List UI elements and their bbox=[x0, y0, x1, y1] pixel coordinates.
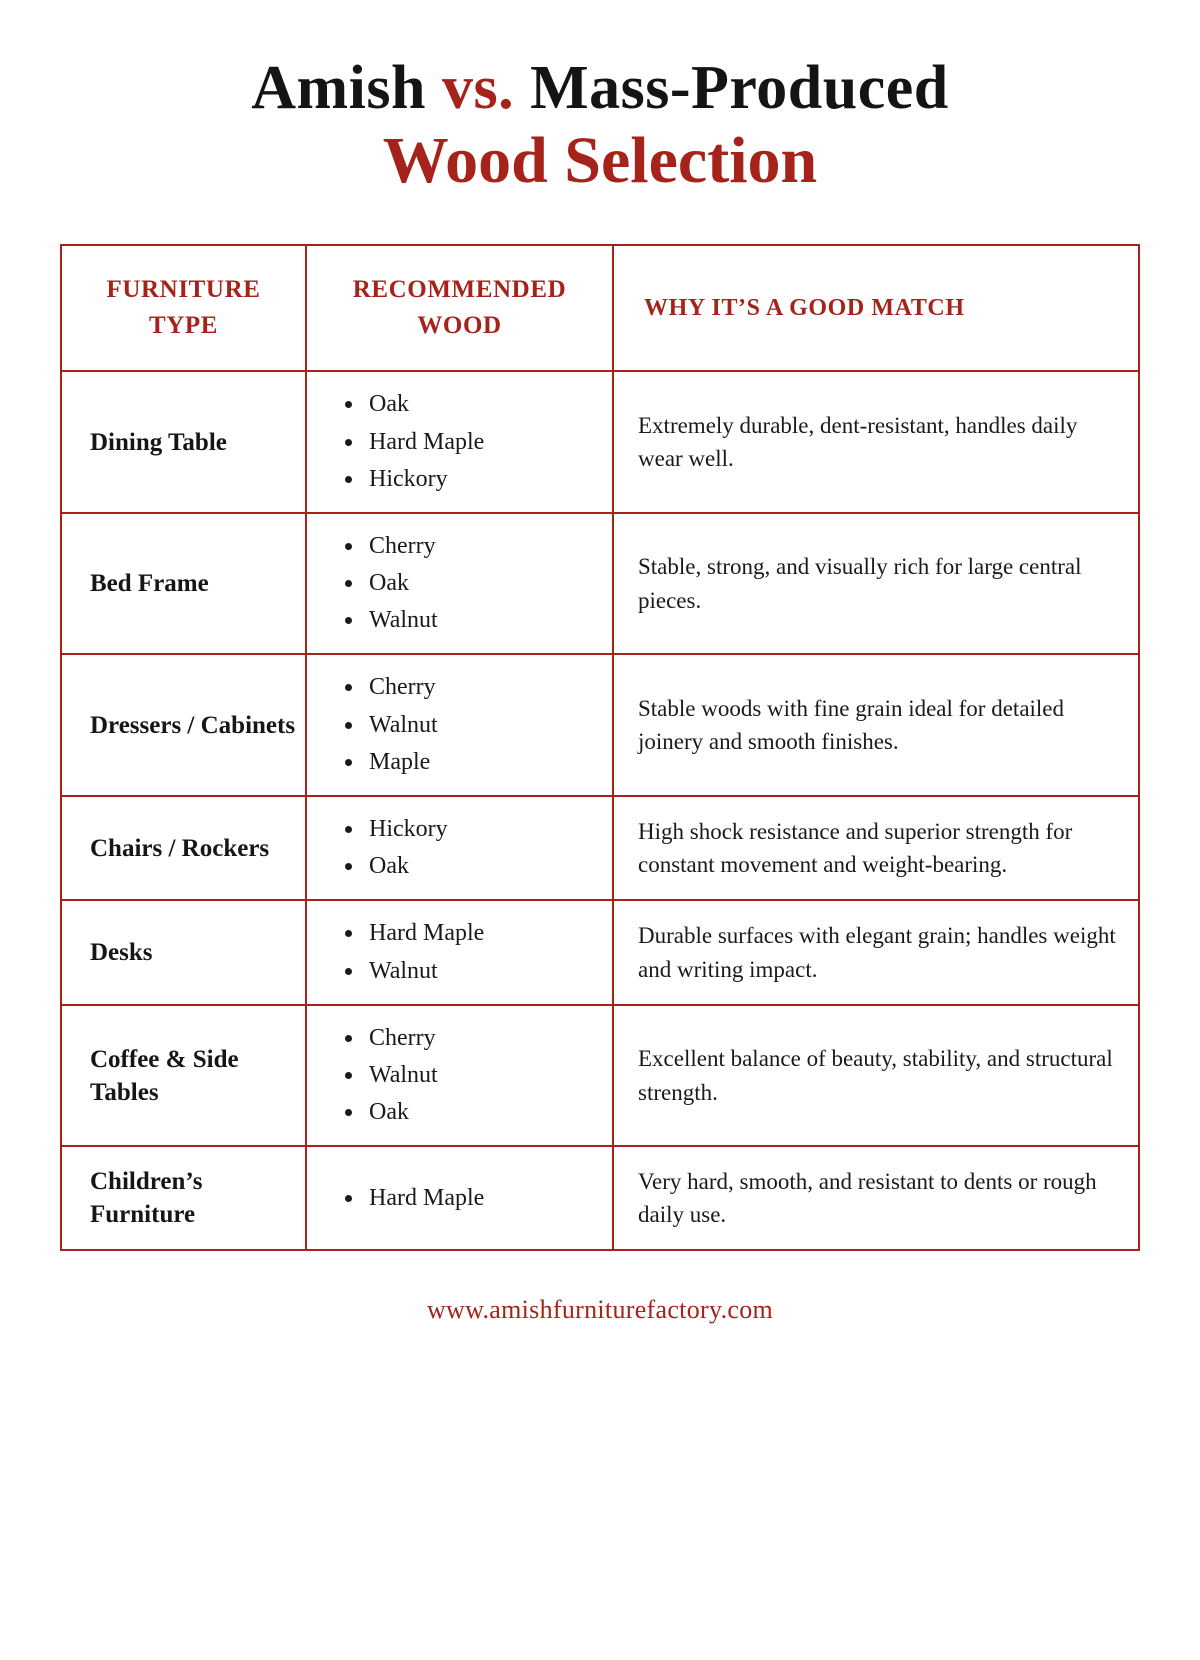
list-item: • Walnut bbox=[365, 953, 602, 990]
list-item: • Oak bbox=[365, 386, 602, 423]
title-line-1 bbox=[60, 55, 1140, 122]
cell-furniture-type: Dining Table bbox=[61, 371, 306, 513]
cell-why-good-match: Very hard, smooth, and resistant to dents or rough daily use. bbox=[613, 1146, 1139, 1250]
table-header-row bbox=[61, 245, 1139, 372]
cell-recommended-wood bbox=[306, 513, 613, 655]
cell-furniture-type: Coffee & Side Tables bbox=[61, 1005, 306, 1147]
cell-recommended-wood bbox=[306, 654, 613, 796]
table-row bbox=[61, 1146, 1139, 1250]
list-item: • Cherry bbox=[365, 1020, 602, 1057]
cell-why-good-match: Durable surfaces with elegant grain; handles weight and writing impact. bbox=[613, 900, 1139, 1004]
cell-furniture-type: Desks bbox=[61, 900, 306, 1004]
cell-recommended-wood bbox=[306, 1005, 613, 1147]
table-body bbox=[61, 371, 1139, 1250]
list-item: • Hickory bbox=[365, 811, 602, 848]
list-item: • Hickory bbox=[365, 461, 602, 498]
list-item: • Walnut bbox=[365, 1057, 602, 1094]
table-row bbox=[61, 654, 1139, 796]
column-header-recommended-wood: RECOMMENDED WOOD bbox=[306, 245, 613, 372]
list-item: • Walnut bbox=[365, 602, 602, 639]
column-header-furniture-type: FURNITURE TYPE bbox=[61, 245, 306, 372]
cell-why-good-match: Stable, strong, and visually rich for large central pieces. bbox=[613, 513, 1139, 655]
title-part-mass-produced: Mass-Produced bbox=[530, 54, 949, 122]
wood-list bbox=[323, 1020, 602, 1132]
list-item: • Hard Maple bbox=[365, 1180, 602, 1217]
wood-list bbox=[323, 1180, 602, 1217]
cell-why-good-match: Extremely durable, dent-resistant, handles daily wear well. bbox=[613, 371, 1139, 513]
table-header bbox=[61, 245, 1139, 372]
table-row bbox=[61, 900, 1139, 1004]
wood-list bbox=[323, 811, 602, 885]
list-item: • Hard Maple bbox=[365, 915, 602, 952]
cell-why-good-match: Stable woods with fine grain ideal for detailed joinery and smooth finishes. bbox=[613, 654, 1139, 796]
list-item: • Oak bbox=[365, 565, 602, 602]
title-part-vs: vs. bbox=[441, 54, 515, 122]
list-item: • Maple bbox=[365, 744, 602, 781]
cell-recommended-wood bbox=[306, 796, 613, 900]
cell-why-good-match: High shock resistance and superior strength for constant movement and weight-bearing. bbox=[613, 796, 1139, 900]
title-part-amish: Amish bbox=[251, 54, 426, 122]
list-item: • Cherry bbox=[365, 528, 602, 565]
wood-selection-table bbox=[60, 244, 1140, 1252]
title-line-2: Wood Selection bbox=[382, 123, 818, 197]
cell-recommended-wood bbox=[306, 1146, 613, 1250]
cell-why-good-match: Excellent balance of beauty, stability, and structural strength. bbox=[613, 1005, 1139, 1147]
wood-list bbox=[323, 528, 602, 640]
cell-furniture-type: Bed Frame bbox=[61, 513, 306, 655]
cell-furniture-type: Dressers / Cabinets bbox=[61, 654, 306, 796]
table-row bbox=[61, 1005, 1139, 1147]
cell-furniture-type: Chairs / Rockers bbox=[61, 796, 306, 900]
column-header-why-good-match: WHY IT’S A GOOD MATCH bbox=[613, 245, 1139, 372]
table-row bbox=[61, 513, 1139, 655]
list-item: • Hard Maple bbox=[365, 424, 602, 461]
cell-furniture-type: Children’s Furniture bbox=[61, 1146, 306, 1250]
wood-list bbox=[323, 669, 602, 781]
wood-list bbox=[323, 386, 602, 498]
table-row bbox=[61, 371, 1139, 513]
list-item: • Cherry bbox=[365, 669, 602, 706]
wood-list bbox=[323, 915, 602, 989]
list-item: • Oak bbox=[365, 1094, 602, 1131]
table-row bbox=[61, 796, 1139, 900]
page-title bbox=[60, 55, 1140, 198]
cell-recommended-wood bbox=[306, 371, 613, 513]
footer-website[interactable]: www.amishfurniturefactory.com bbox=[426, 1295, 774, 1325]
list-item: • Oak bbox=[365, 848, 602, 885]
cell-recommended-wood bbox=[306, 900, 613, 1004]
list-item: • Walnut bbox=[365, 707, 602, 744]
